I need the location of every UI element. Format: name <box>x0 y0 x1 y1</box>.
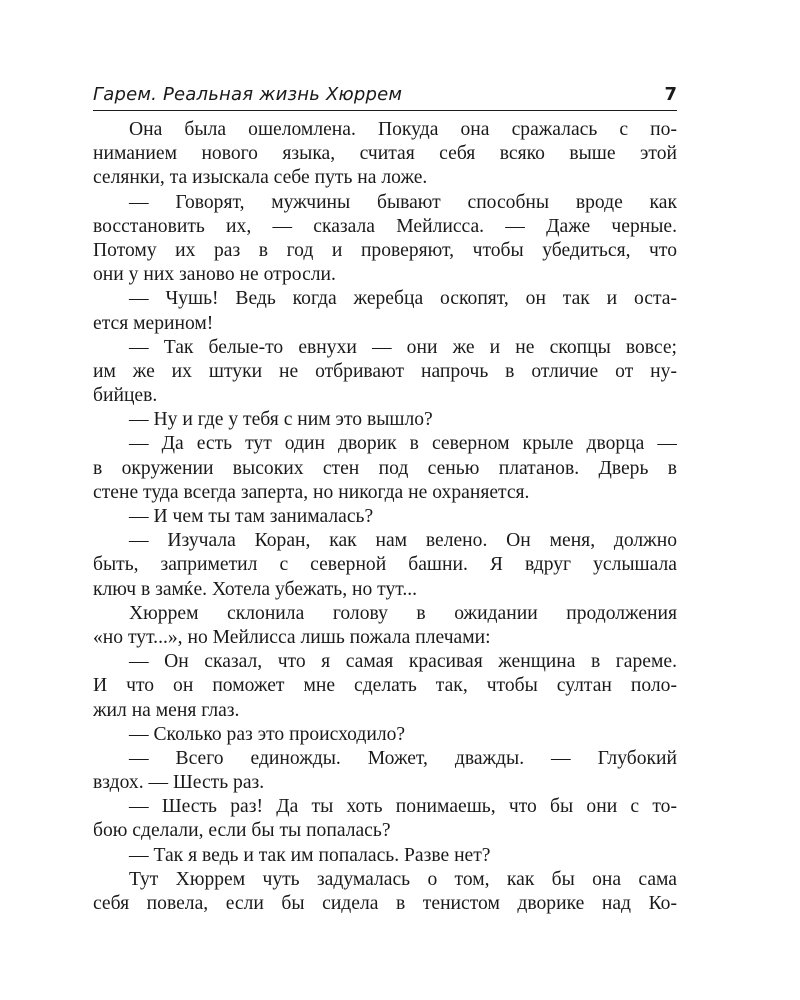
text-line: — Изучала Коран, как нам велено. Он меня, должно <box>129 530 677 552</box>
text-line: бою сделали, если бы ты попалась? <box>93 820 391 842</box>
text-line: Хюррем склонила голову в ожидании продолжения <box>129 602 677 624</box>
text-line: — Он сказал, что я самая красивая женщина в гареме. <box>129 651 677 673</box>
text-line: себя повела, если бы сидела в тенистом дворике над Ко- <box>93 893 677 914</box>
text-line: — Шесть раз! Да ты хоть понимаешь, что бы они с то- <box>129 796 677 818</box>
page-text <box>93 118 677 916</box>
text-line: быть, заприметил с северной башни. Я вдруг услышала <box>93 554 677 576</box>
text-line: они у них заново не отросли. <box>93 264 336 286</box>
text-line: ключ в замќе. Хотела убежать, но тут... <box>93 578 418 600</box>
page-number: 7 <box>664 84 677 105</box>
text-line: — Всего единожды. Может, дважды. — Глубокий <box>129 747 677 769</box>
text-line: им же их штуки не отбривают напрочь в отличие от ну- <box>93 360 677 382</box>
text-line: — Так я ведь и так им попалась. Разве нет? <box>129 844 491 866</box>
text-line: — Сколько раз это происходило? <box>129 723 406 745</box>
text-line: Тут Хюррем чуть задумалась о том, как бы она сама <box>129 868 677 890</box>
text-line: ется мерином! <box>93 312 214 334</box>
text-line: — Да есть тут один дворик в северном крыле дворца — <box>129 433 677 455</box>
running-header <box>93 84 677 111</box>
text-line: стене туда всегда заперта, но никогда не охраняется. <box>93 481 530 503</box>
text-line: Она была ошеломлена. Покуда она сражалась с по- <box>129 119 677 140</box>
text-line: восстановить их, — сказала Мейлисса. — Даже черные. <box>93 215 677 237</box>
text-line: — Так белые-то евнухи — они же и не скопцы вовсе; <box>129 336 677 358</box>
text-line: в окружении высоких стен под сенью платанов. Дверь в <box>93 457 677 479</box>
text-line: — И чем ты там занималась? <box>129 506 374 527</box>
text-line: ниманием нового языка, считая себя всяко выше этой <box>93 143 677 165</box>
text-line: бийцев. <box>93 385 158 407</box>
text-line: И что он поможет мне сделать так, чтобы султан поло- <box>93 675 677 697</box>
text-line: — Ну и где у тебя с ним это вышло? <box>129 409 433 431</box>
running-title: Гарем. Реальная жизнь Хюррем <box>93 84 403 105</box>
text-line: селянки, та изыскала себе путь на ложе. <box>93 167 428 189</box>
text-line: Потому их раз в год и проверяют, чтобы убедиться, что <box>93 239 677 261</box>
text-line: «но тут...», но Мейлисса лишь пожала плечами: <box>93 626 491 648</box>
text-line: жил на меня глаз. <box>93 699 240 721</box>
text-line: — Чушь! Ведь когда жеребца оскопят, он так и оста- <box>129 288 677 310</box>
text-line: вздох. — Шесть раз. <box>93 772 265 794</box>
text-line: — Говорят, мужчины бывают способны вроде как <box>129 191 677 213</box>
